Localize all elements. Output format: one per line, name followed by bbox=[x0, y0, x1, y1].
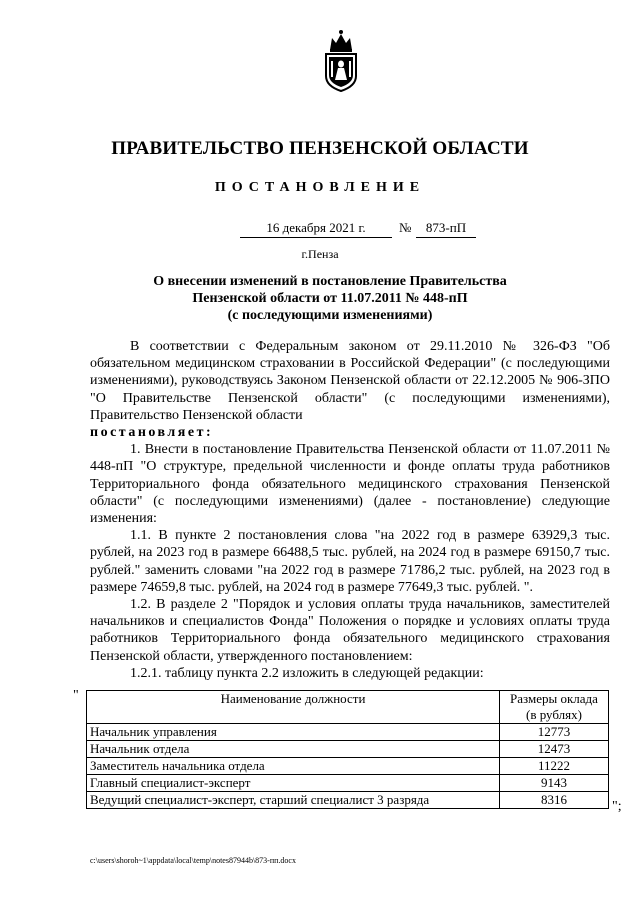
subject-line: Пензенской области от 11.07.2011 № 448-пП bbox=[192, 291, 468, 306]
salary-value: 8316 bbox=[500, 792, 609, 809]
salary-value: 11222 bbox=[500, 758, 609, 775]
decree-number: 873-пП bbox=[416, 220, 476, 238]
paragraph-1-2: 1.2. В разделе 2 "Порядок и условия оплаты труда начальников, заместителей начальников и специалистов Фонда" Положения о порядке и условиях оплаты труда работников Территориального фонда обязательного медицинского страхования Пензенской области, утвержденного постановлением: bbox=[90, 597, 610, 664]
subject-line: (с последующими изменениями) bbox=[227, 308, 433, 323]
table-row bbox=[87, 792, 609, 809]
header-salary-line: Размеры оклада bbox=[510, 691, 598, 706]
salary-table bbox=[86, 690, 609, 809]
position-name: Ведущий специалист-эксперт, старший специалист 3 разряда bbox=[87, 792, 500, 809]
paragraph-1: 1. Внести в постановление Правительства Пензенской области от 11.07.2011 № 448-пП "О структуре, предельной численности и фонде оплаты труда работников Территориального фонда обязательного медицинского страхования Пензенской области" (с последующими изменениями) (далее - постановление) следующие изменения: bbox=[90, 442, 610, 527]
paragraph-1-2-1: 1.2.1. таблицу пункта 2.2 изложить в следующей редакции: bbox=[130, 665, 484, 681]
city: г.Пенза bbox=[301, 247, 339, 261]
decree-body bbox=[90, 338, 610, 682]
position-name: Начальник управления bbox=[87, 724, 500, 741]
position-name: Главный специалист-эксперт bbox=[87, 775, 500, 792]
decree-subject bbox=[100, 273, 560, 324]
penza-coat-of-arms-icon bbox=[322, 28, 360, 92]
header-position-name: Наименование должности bbox=[87, 691, 500, 724]
document-type: ПОСТАНОВЛЕНИЕ bbox=[214, 180, 426, 195]
table-quote-close: "; bbox=[612, 799, 622, 814]
file-path-footer: c:\users\shoroh~1\appdata\local\temp\notes87944b\873-пп.docx bbox=[90, 856, 296, 865]
paragraph-1-1: 1.1. В пункте 2 постановления слова "на 2022 год в размере 63929,3 тыс. рублей, на 2023 год в размере 66488,5 тыс. рублей, на 2024 год в размере 69150,7 тыс. рублей." заменить словами "на 2022 год в размере 71786,2 тыс. рублей, на 2023 год в размере 74659,8 тыс. рублей, на 2024 год в размере 77649,3 тыс. рублей. ". bbox=[90, 528, 610, 595]
government-title: ПРАВИТЕЛЬСТВО ПЕНЗЕНСКОЙ ОБЛАСТИ bbox=[111, 138, 529, 159]
number-sign: № bbox=[399, 220, 412, 235]
resolves-word: постановляет: bbox=[90, 425, 214, 441]
subject-line: О внесении изменений в постановление Правительства bbox=[153, 274, 507, 289]
table-quote-open: " bbox=[73, 688, 79, 703]
position-name: Заместитель начальника отдела bbox=[87, 758, 500, 775]
position-name: Начальник отдела bbox=[87, 741, 500, 758]
header-salary-line: (в рублях) bbox=[526, 707, 582, 722]
salary-value: 12473 bbox=[500, 741, 609, 758]
table-header-row bbox=[87, 691, 609, 724]
decree-date: 16 декабря 2021 г. bbox=[240, 220, 392, 238]
salary-value: 12773 bbox=[500, 724, 609, 741]
date-number-line bbox=[240, 220, 480, 238]
table-row bbox=[87, 724, 609, 741]
table-row bbox=[87, 775, 609, 792]
preamble-paragraph: В соответствии с Федеральным законом от 29.11.2010 № 326-ФЗ "Об обязательном медицинском страховании в Российской Федерации" (с последующими изменениями), руководствуясь Законом Пензенской области от 22.12.2005 № 906-ЗПО "О Правительстве Пензенской области" (с последующими изменениями), Правительство Пензенской области bbox=[90, 339, 610, 423]
table-row bbox=[87, 758, 609, 775]
salary-value: 9143 bbox=[500, 775, 609, 792]
header-salary-size bbox=[500, 691, 609, 724]
table-row bbox=[87, 741, 609, 758]
